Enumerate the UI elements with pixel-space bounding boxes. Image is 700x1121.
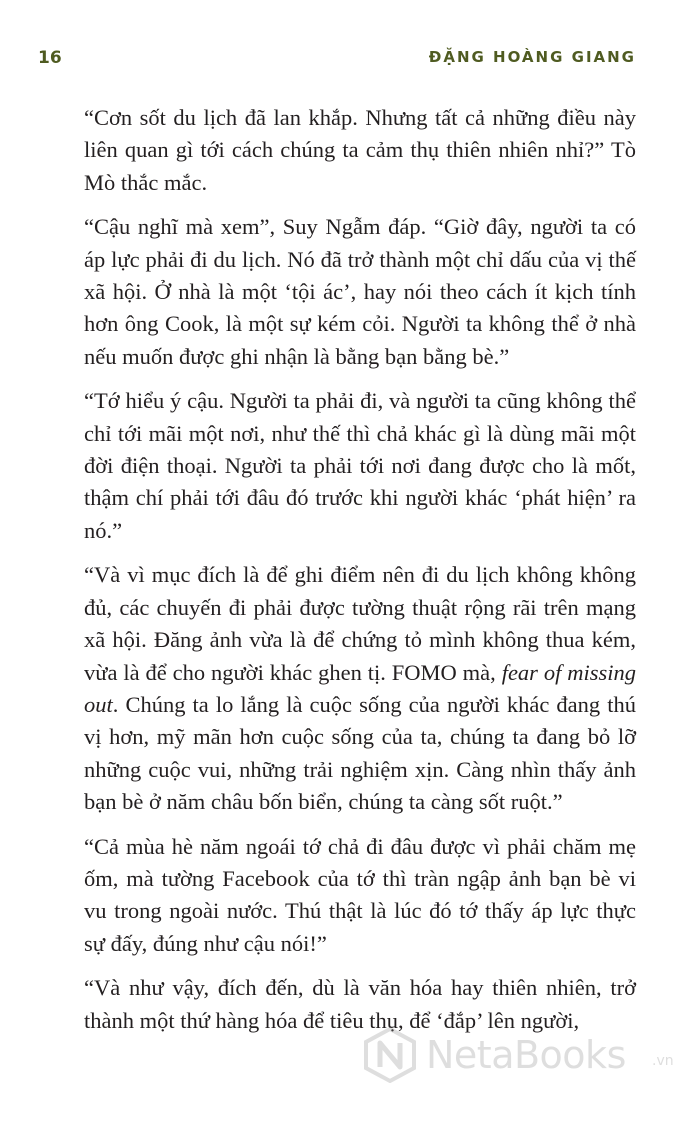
paragraph-text: “Và vì mục đích là để ghi điểm nên đi du lịch không không đủ, các chuyến đi phải được tường thuật rộng rãi trên mạng xã hội. Đăng ảnh vừa là để chứng tỏ mình không thua kém, vừa là để cho người khác ghen tị. FOMO mà, [84,562,636,685]
page-number: 16 [38,48,62,68]
watermark [362,1023,692,1087]
italic-phrase: fear of missing out [84,659,636,717]
paragraph: “Cơn sốt du lịch đã lan khắp. Nhưng tất cả những điều này liên quan gì tới cách chúng ta cảm thụ thiên nhiên nhỉ?” Tò Mò thắc mắc. [84,105,636,195]
paragraph: “Và như vậy, đích đến, dù là văn hóa hay thiên nhiên, trở thành một thứ hàng hóa để tiêu thụ, để ‘đắp’ lên người, [84,975,636,1033]
paragraph [84,559,636,818]
paragraph: “Tớ hiểu ý cậu. Người ta phải đi, và người ta cũng không thể chỉ tới mãi một nơi, như thế thì chả khác gì là dùng mãi một đời điện thoại. Người ta phải tới nơi đang được cho là mốt, thậm chí phải tới đâu đó trước khi người khác ‘phát hiện’ ra nó.” [84,388,636,543]
netabooks-logo-icon [362,1027,418,1083]
paragraph: “Cậu nghĩ mà xem”, Suy Ngẫm đáp. “Giờ đây, người ta có áp lực phải đi du lịch. Nó đã trở thành một chỉ dấu của vị thế xã hội. Ở nhà là một ‘tội ác’, hay nói theo cách ít kịch tính hơn ông Cook, là một sự kém cỏi. Người ta không thể ở nhà nếu muốn được ghi nhận là bằng bạn bằng bè.” [84,214,636,369]
watermark-suffix: .vn [652,1053,674,1069]
watermark-brand: NetaBooks [426,1033,626,1077]
page-header [38,48,636,76]
body-text [84,102,636,1049]
paragraph: “Cả mùa hè năm ngoái tớ chả đi đâu được vì phải chăm mẹ ốm, mà tường Facebook của tớ thì tràn ngập ảnh bạn bè vi vu trong ngoài nước. Thú thật là lúc đó tớ thấy áp lực thực sự đấy, đúng như cậu nói!” [84,833,636,956]
paragraph-text: . Chúng ta lo lắng là cuộc sống của người khác đang thú vị hơn, mỹ mãn hơn cuộc sống của ta, chúng ta đang bỏ lỡ những cuộc vui, những trải nghiệm xịn. Càng nhìn thấy ảnh bạn bè ở năm châu bốn biển, chúng ta càng sốt ruột.” [84,691,636,815]
running-head-author: ĐẶNG HOÀNG GIANG [428,48,636,66]
